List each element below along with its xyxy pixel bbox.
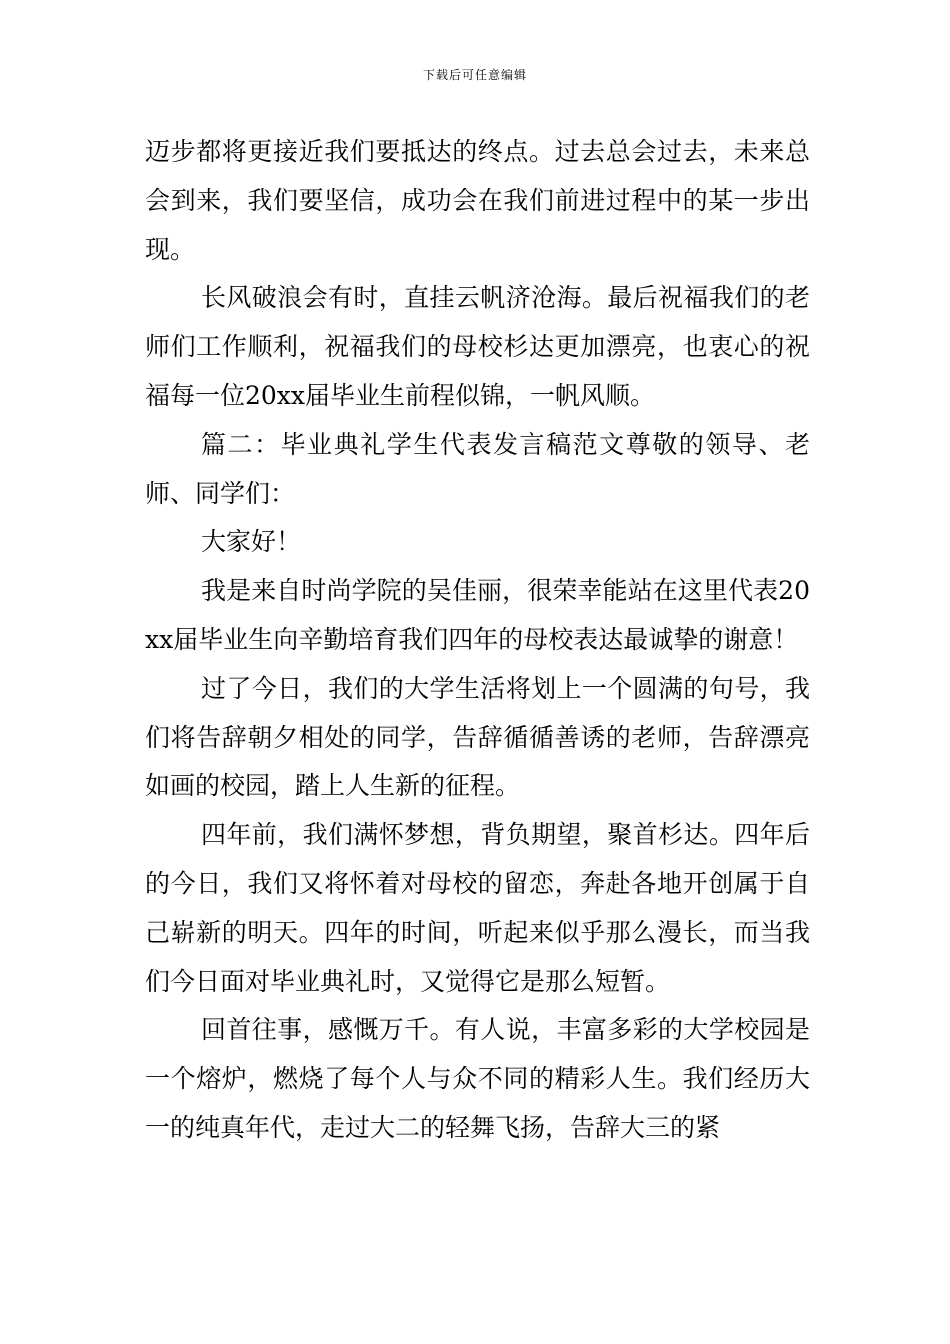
document-body [145,128,810,1153]
paragraph-8: 回首往事，感慨万千。有人说，丰富多彩的大学校园是一个熔炉，燃烧了每个人与众不同的精彩人生。我们经历大一的纯真年代，走过大二的轻舞飞扬，告辞大三的紧 [145,1015,810,1142]
paragraph-1: 迈步都将更接近我们要抵达的终点。过去总会过去，未来总会到来，我们要坚信，成功会在我们前进过程中的某一步出现。 [145,137,810,264]
paragraph-6: 过了今日，我们的大学生活将划上一个圆满的句号，我们将告辞朝夕相处的同学，告辞循循善诱的老师，告辞漂亮如画的校园，踏上人生新的征程。 [145,673,810,801]
paragraph-2: 长风破浪会有时，直挂云帆济沧海。最后祝福我们的老师们工作顺利，祝福我们的母校杉达更加漂亮，也衷心的祝福每一位20xx届毕业生前程似锦，一帆风顺。 [145,283,810,410]
paragraph-7: 四年前，我们满怀梦想，背负期望，聚首杉达。四年后的今日，我们又将怀着对母校的留恋，奔赴各地开创属于自己崭新的明天。四年的时间，听起来似乎那么漫长，而当我们今日面对毕业典礼时，又觉得它是那么短暂。 [145,820,810,996]
paragraph-5: 我是来自时尚学院的吴佳丽，很荣幸能站在这里代表20xx届毕业生向辛勤培育我们四年的母校表达最诚挚的谢意！ [145,576,810,654]
page-header: 下载后可任意编辑 [422,68,527,82]
paragraph-4: 大家好！ [201,527,302,557]
paragraph-3: 篇二：毕业典礼学生代表发言稿范文尊敬的领导、老师、同学们： [145,429,810,508]
